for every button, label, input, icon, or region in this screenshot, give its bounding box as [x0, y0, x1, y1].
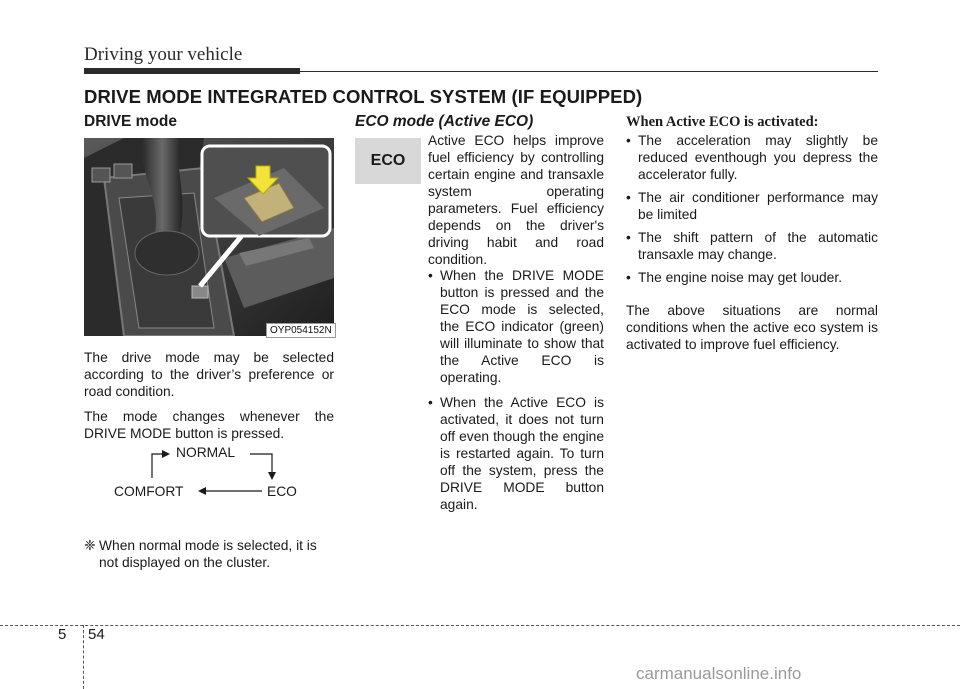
note-symbol: ❈	[84, 538, 96, 553]
effect-bullet-4: • The engine noise may get louder.	[626, 270, 843, 285]
eco-bullet-1: • When the DRIVE MODE button is pressed and the ECO mode is selected, the ECO indicator (green) will illuminate to show that the Active ECO is operating.	[428, 268, 604, 385]
normal-conditions-text: The above situations are normal conditions when the active eco system is activated to improve fuel efficiency.	[626, 303, 878, 352]
eco-mode-label: ECO	[267, 484, 297, 499]
header-title: Driving your vehicle	[84, 44, 243, 65]
mode-cycle-diagram	[110, 440, 310, 502]
effect-bullet-1: • The acceleration may slightly be reduced eventhough you depress the accelerator fully.	[626, 133, 878, 182]
image-code: OYP054152N	[266, 323, 336, 338]
effect-bullet-2: • The air conditioner performance may be limited	[626, 190, 878, 222]
active-eco-effects	[626, 132, 878, 353]
note-text: When normal mode is selected, it is not displayed on the cluster.	[99, 538, 317, 570]
header-rule	[300, 71, 878, 72]
eco-intro	[428, 132, 604, 268]
eco-bullets	[428, 267, 604, 513]
header-bar	[84, 68, 300, 74]
note	[84, 537, 334, 571]
normal-mode-label: NORMAL	[176, 445, 236, 460]
eco-mode-heading: ECO mode (Active ECO)	[355, 113, 534, 130]
eco-bullet-2: • When the Active ECO is activated, it does not turn off even though the engine is restarted again. To turn off the system, press the DRIVE MODE button again.	[428, 395, 604, 512]
eco-intro-text: Active ECO helps improve fuel efficiency by controlling certain engine and transaxle system operating parameters. Fuel efficiency depends on the driver's driving habit and road condition.	[428, 133, 604, 267]
active-eco-heading: When Active ECO is activated:	[626, 114, 819, 130]
drive-mode-para-1: The drive mode may be selected according to the driver’s preference or road condition.	[84, 350, 334, 399]
watermark: carmanualsonline.info	[636, 664, 802, 683]
drive-mode-heading: DRIVE mode	[84, 113, 178, 130]
page-number: 54	[88, 626, 105, 643]
footer-divider	[83, 625, 84, 689]
drive-mode-para-2: The mode changes whenever the DRIVE MODE button is pressed.	[84, 409, 334, 441]
eco-badge: ECO	[355, 138, 421, 184]
section-number: 5	[58, 626, 67, 643]
comfort-mode-label: COMFORT	[114, 484, 184, 499]
section-heading: DRIVE MODE INTEGRATED CONTROL SYSTEM (IF EQUIPPED)	[84, 86, 643, 107]
effect-bullet-3: • The shift pattern of the automatic transaxle may change.	[626, 230, 878, 262]
drive-mode-description	[84, 349, 334, 442]
footer-rule	[0, 625, 960, 626]
gear-shifter-photo	[84, 138, 334, 336]
